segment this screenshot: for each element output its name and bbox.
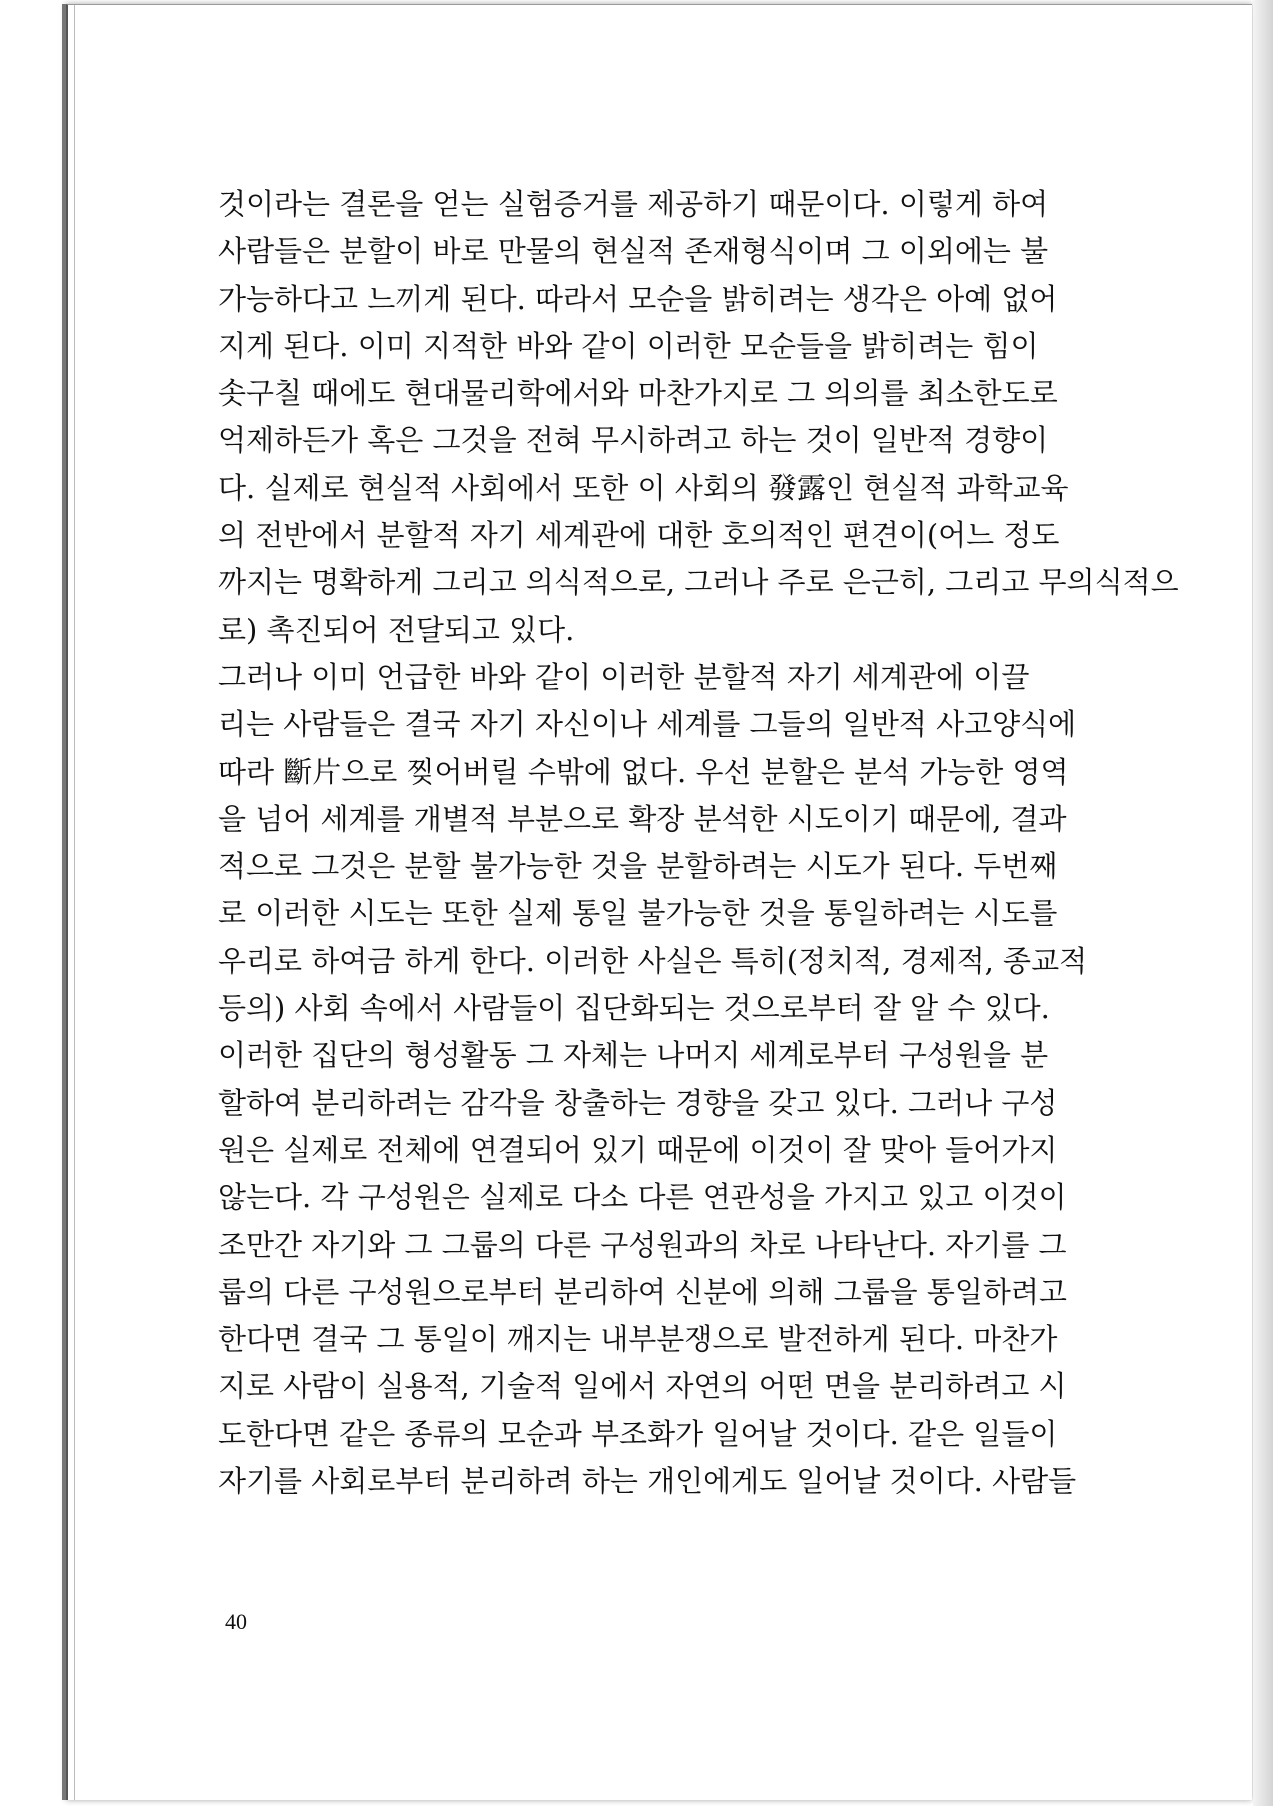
paragraph-1: 것이라는 결론을 얻는 실험증거를 제공하기 때문이다. 이렇게 하여 사람들은 분할이 바로 만물의 현실적 존재형식이며 그 이외에는 불 가능하다고 느끼게 된다. 따라서 모순을 밝히려는 생각은 아예 없어 지게 된다. 이미 지적한 바와 같이 이러한 모순들을 밝히려는 힘이 솟구칠 때에도 현대물리학에서와 마찬가지로 그 의의를 최소한도로 억제하든가 혹은 그것을 전혀 무시하려고 하는 것이 일반적 경향이 다. 실제로 현실적 사회에서 또한 이 사회의 發露인 현실적 과학교육 의 전반에서 분할적 자기 세계관에 대한 호의적인 편견이(어느 정도 까지는 명확하게 그리고 의식적으로, 그러나 주로 은근히, 그리고 무의식적으 로) 촉진되어 전달되고 있다. (218, 187, 1179, 647)
page-number: 40 (225, 1609, 247, 1634)
body-text (218, 181, 1180, 1505)
book-page (66, 4, 1252, 1800)
viewer-right-edge (1253, 0, 1273, 1806)
paragraph-2: 그러나 이미 언급한 바와 같이 이러한 분할적 자기 세계관에 이끌 리는 사람들은 결국 자기 자신이나 세계를 그들의 일반적 사고양식에 따라 斷片으로 찢어버릴 수밖에 없다. 우선 분할은 분석 가능한 영역 을 넘어 세계를 개별적 부분으로 확장 분석한 시도이기 때문에, 결과 적으로 그것은 분할 불가능한 것을 분할하려는 시도가 된다. 두번째 로 이러한 시도는 또한 실제 통일 불가능한 것을 통일하려는 시도를 우리로 하여금 하게 한다. 이러한 사실은 특히(정치적, 경제적, 종교적 등의) 사회 속에서 사람들이 집단화되는 것으로부터 잘 알 수 있다. 이러한 집단의 형성활동 그 자체는 나머지 세계로부터 구성원을 분 할하여 분리하려는 감각을 창출하는 경향을 갖고 있다. 그러나 구성 원은 실제로 전체에 연결되어 있기 때문에 이것이 잘 맞아 들어가지 않는다. 각 구성원은 실제로 다소 다른 연관성을 가지고 있고 이것이 조만간 자기와 그 그룹의 다른 구성원과의 차로 나타난다. 자기를 그 룹의 다른 구성원으로부터 분리하여 신분에 의해 그룹을 통일하려고 한다면 결국 그 통일이 깨지는 내부분쟁으로 발전하게 된다. 마찬가 지로 사람이 실용적, 기술적 일에서 자연의 어떤 면을 분리하려고 시 도한다면 같은 종류의 모순과 부조화가 일어날 것이다. 같은 일들이 자기를 사회로부터 분리하려 하는 개인에게도 일어날 것이다. 사람들 (218, 659, 1088, 1499)
page-edge-line (74, 5, 75, 1800)
